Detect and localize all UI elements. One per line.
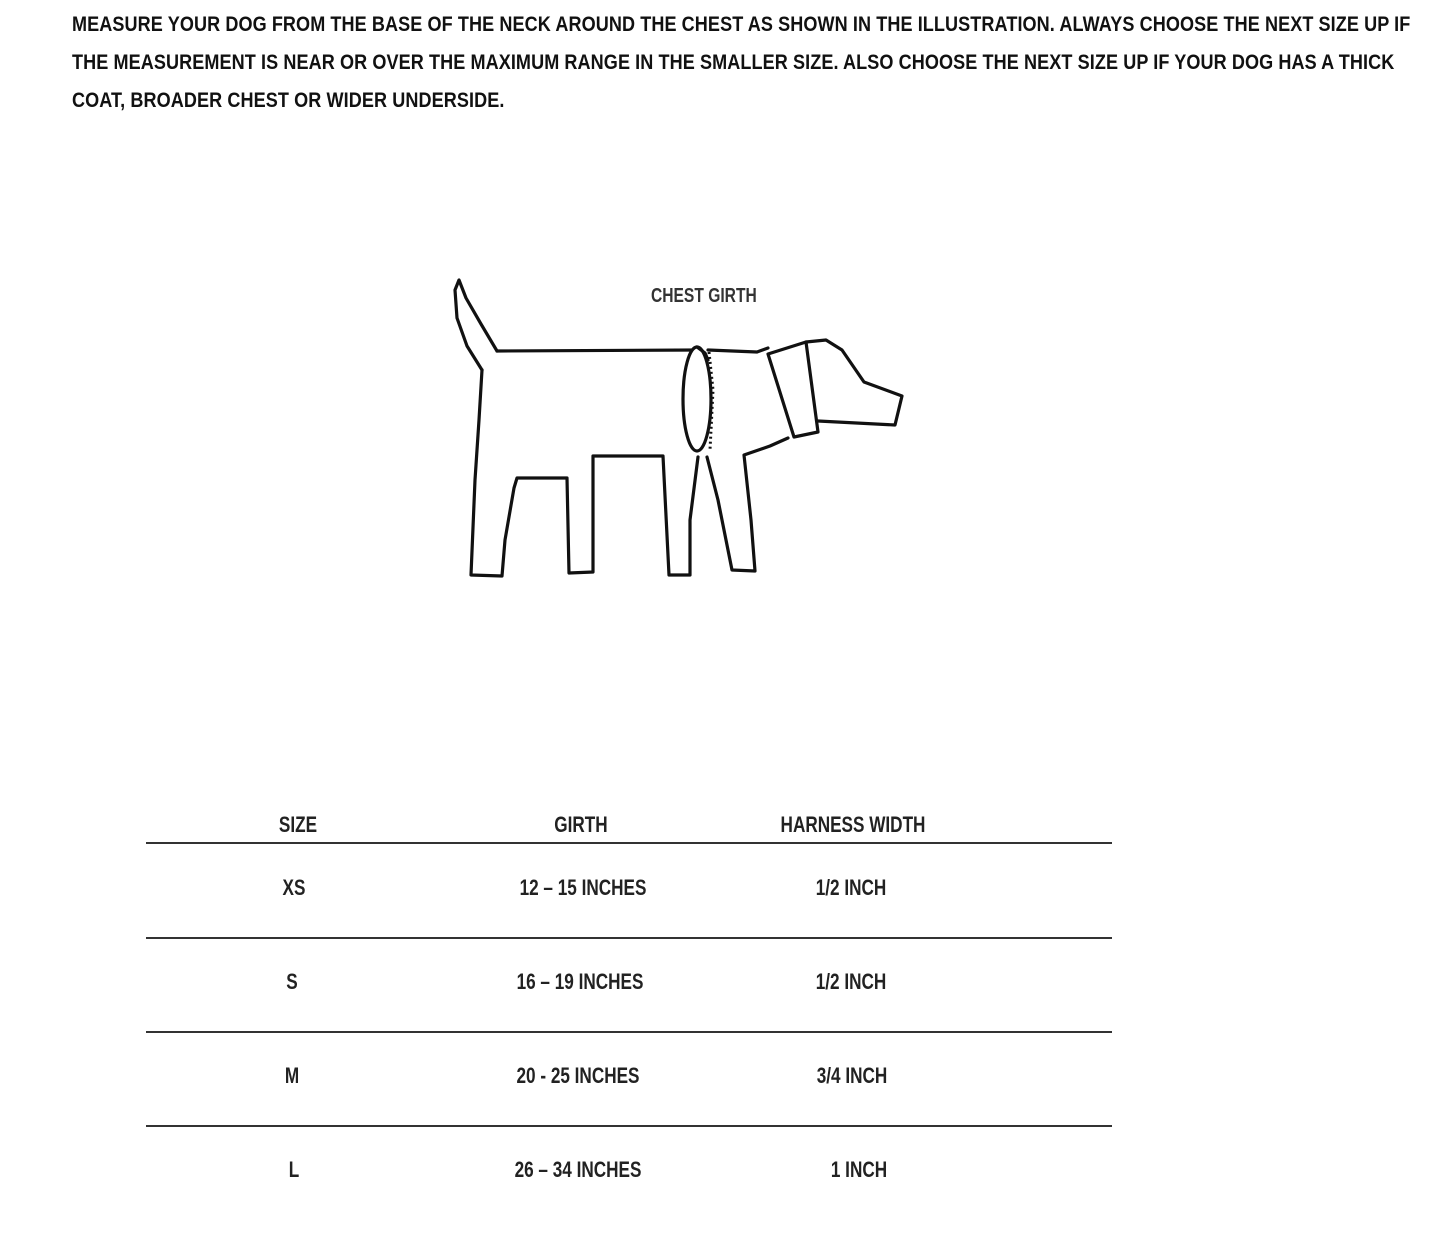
- chest-girth-label: CHEST GIRTH: [651, 285, 757, 307]
- girth-cell: 12 – 15 INCHES: [519, 875, 647, 900]
- dog-outline-icon: [440, 270, 920, 590]
- harness-width-cell: 3/4 INCH: [816, 1063, 888, 1088]
- size-cell: S: [286, 969, 298, 994]
- column-header-harness-width: HARNESS WIDTH: [780, 812, 926, 837]
- column-header-girth: GIRTH: [554, 812, 608, 837]
- column-header-size: SIZE: [278, 812, 318, 837]
- table-header-row: [146, 802, 1112, 844]
- size-cell: L: [288, 1157, 300, 1182]
- sizing-instructions: MEASURE YOUR DOG FROM THE BASE OF THE NECK AROUND THE CHEST AS SHOWN IN THE ILLUSTRATION. ALWAYS CHOOSE THE NEXT SIZE UP IF THE MEASUREMENT IS NEAR OR OVER THE MAXIMUM RANGE IN THE SMALLER SIZE. ALSO CHOOSE THE NEXT SIZE UP IF YOUR DOG HAS A THICK COAT, BROADER CHEST OR WIDER UNDERSIDE.: [72, 13, 1411, 112]
- girth-cell: 16 – 19 INCHES: [516, 969, 644, 994]
- harness-width-cell: 1/2 INCH: [815, 969, 887, 994]
- size-cell: XS: [282, 875, 306, 900]
- girth-cell: 20 - 25 INCHES: [516, 1063, 640, 1088]
- harness-width-cell: 1 INCH: [830, 1157, 888, 1182]
- girth-cell: 26 – 34 INCHES: [514, 1157, 642, 1182]
- harness-width-cell: 1/2 INCH: [815, 875, 887, 900]
- table-row: [146, 1032, 1112, 1126]
- dog-illustration: [440, 270, 920, 590]
- size-chart-table: [146, 802, 1112, 1182]
- table-row: [146, 1126, 1112, 1220]
- table-row: [146, 844, 1112, 938]
- size-cell: M: [284, 1063, 300, 1088]
- table-row: [146, 938, 1112, 1032]
